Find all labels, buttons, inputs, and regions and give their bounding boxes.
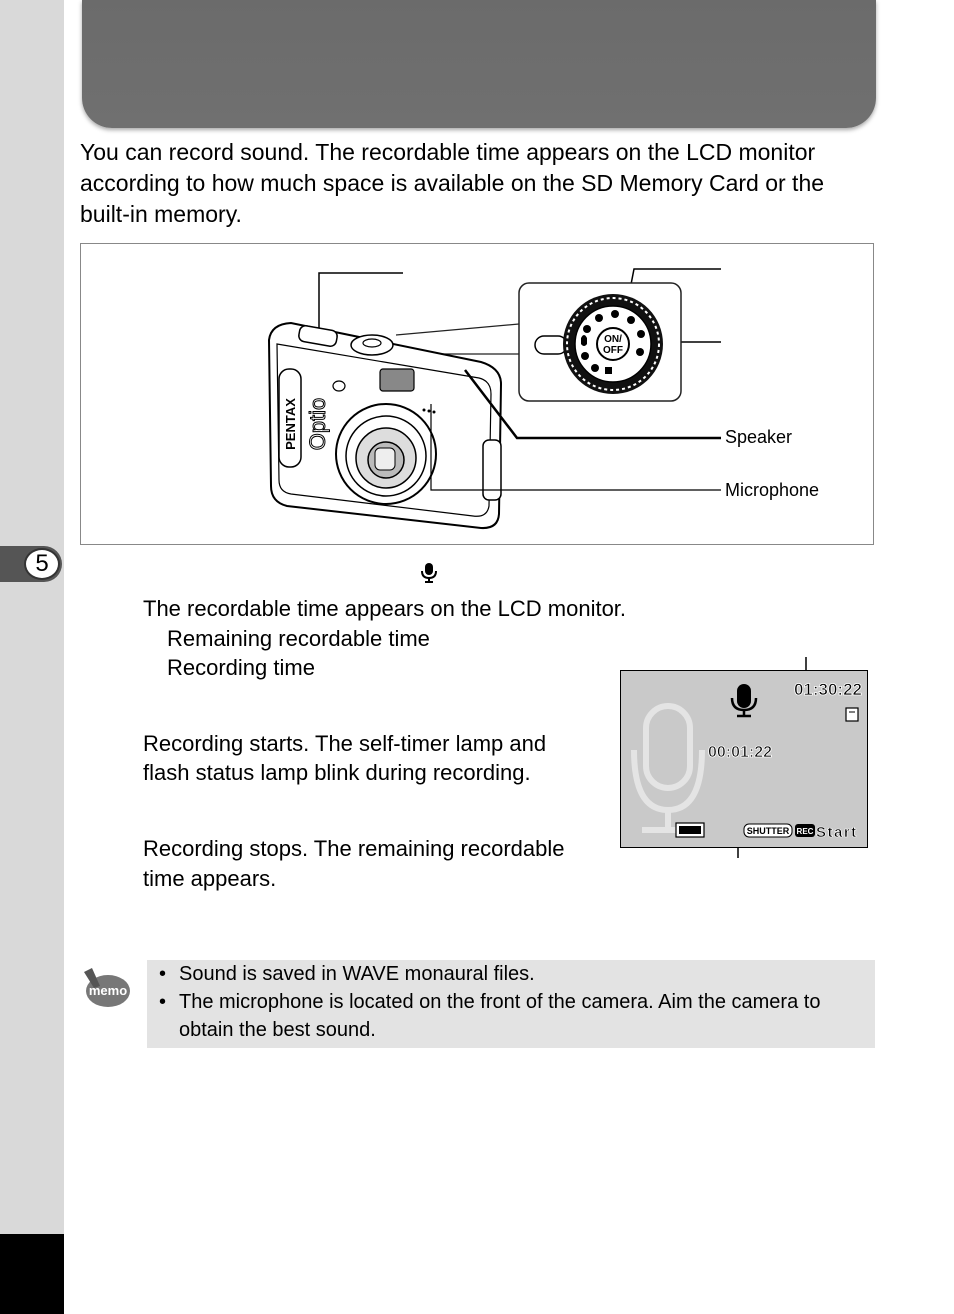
svg-text:OFF: OFF bbox=[603, 345, 623, 356]
intro-paragraph: You can record sound. The recordable time appears on the LCD monitor according to how much space is available on the SD Memory Card or the built-in memory. bbox=[80, 139, 825, 227]
step-text-remaining: Remaining recordable time bbox=[167, 626, 430, 651]
lcd-screen bbox=[620, 670, 868, 848]
lcd-illustration bbox=[620, 670, 868, 848]
svg-text:REC: REC bbox=[796, 827, 814, 836]
step-text-3a: Recording stops. The remaining recordable bbox=[143, 836, 565, 861]
step-text-recording-time: Recording time bbox=[167, 655, 315, 680]
step-text-3b: time appears. bbox=[143, 866, 277, 891]
step-text-2b: flash status lamp blink during recording. bbox=[143, 760, 531, 785]
lcd-remaining-time: 01:30:22 bbox=[793, 680, 862, 699]
svg-text:PENTAX: PENTAX bbox=[283, 398, 298, 450]
step-text-1: The recordable time appears on the LCD monitor. bbox=[143, 596, 627, 621]
side-strip bbox=[0, 0, 64, 1314]
memo-box: • Sound is saved in WAVE monaural files. • The microphone is located on the front of the camera. Aim the camera to obtain the best sound. bbox=[147, 960, 875, 1048]
memo-icon bbox=[82, 966, 132, 1010]
svg-text:memo: memo bbox=[88, 983, 128, 998]
lcd-start-label: Start bbox=[816, 824, 858, 841]
shutter-badge bbox=[744, 824, 792, 837]
side-footer-block bbox=[0, 1234, 64, 1314]
bullet: • bbox=[159, 991, 167, 1013]
svg-text:SHUTTER: SHUTTER bbox=[746, 826, 790, 836]
svg-text:ON/: ON/ bbox=[604, 334, 622, 345]
microphone-icon bbox=[420, 562, 438, 584]
step-text-2a: Recording starts. The self-timer lamp and bbox=[143, 731, 547, 756]
microphone-label: Microphone bbox=[725, 480, 820, 500]
title-bar bbox=[82, 0, 876, 128]
bullet: • bbox=[159, 963, 167, 985]
chapter-number: 5 bbox=[24, 548, 60, 580]
camera-diagram bbox=[80, 243, 874, 545]
battery-icon bbox=[676, 823, 704, 837]
rec-badge bbox=[795, 824, 815, 837]
svg-text:Optio: Optio bbox=[305, 397, 330, 451]
lcd-recording-time: 00:01:22 bbox=[708, 744, 773, 761]
lcd-card-icon bbox=[846, 708, 858, 721]
speaker-label: Speaker bbox=[725, 427, 793, 447]
